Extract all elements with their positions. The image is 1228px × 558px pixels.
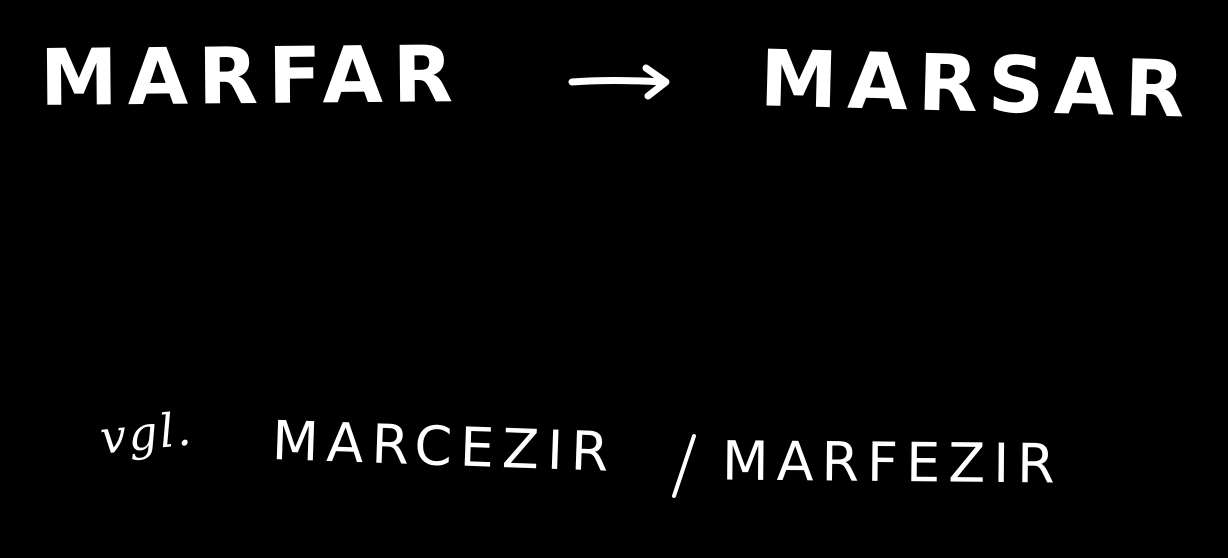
right-arrow-icon [568, 56, 678, 106]
comparison-word-b: MARFEZIR [721, 429, 1063, 496]
source-word: MARFAR [39, 30, 464, 124]
compare-abbreviation: vgl. [97, 401, 196, 465]
comparison-word-a: MARCEZIR [271, 409, 618, 484]
slash-icon [668, 432, 698, 502]
target-word: MARSAR [758, 34, 1196, 136]
